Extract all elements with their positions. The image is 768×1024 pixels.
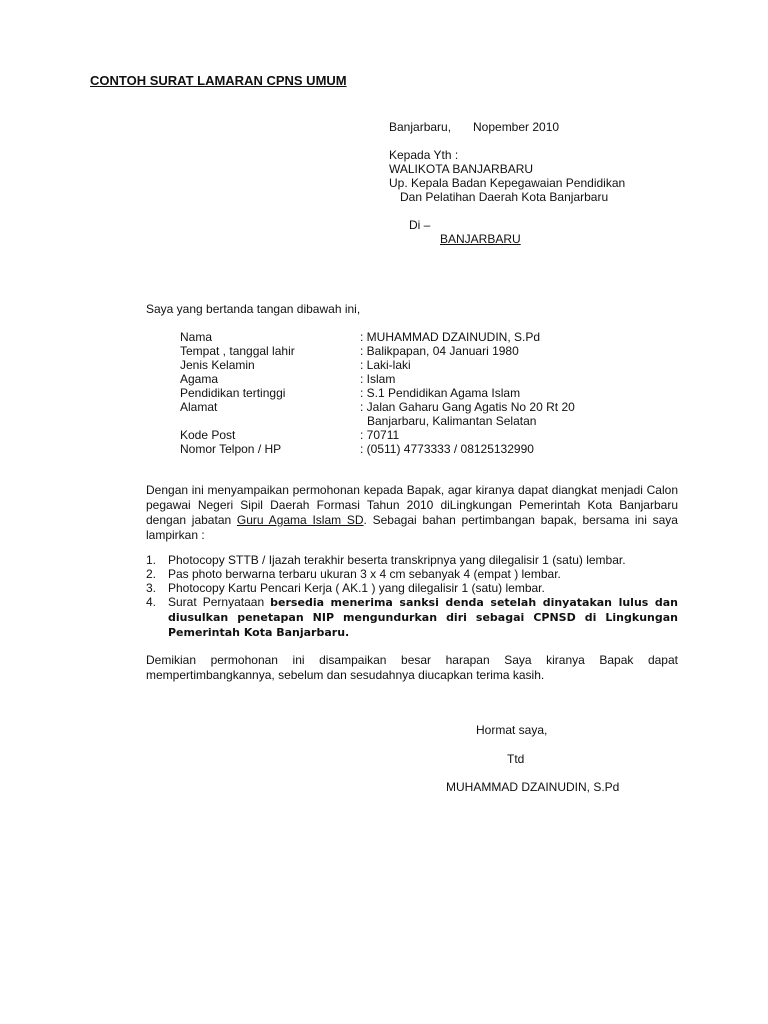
- field-label-nama: Nama: [180, 330, 213, 344]
- body-text-1: Dengan ini menyampaikan permohonan kepada Bapak, agar kiranya dapat diangkat menjadi Calon pegawai Negeri Sipil Daerah Formasi Tahun 2010 diLingkungan Pemerintah Kota Banjarbaru dengan jabatan: [146, 483, 678, 527]
- recipient-line1: WALIKOTA BANJARBARU: [389, 162, 534, 176]
- field-value-ttl: : Balikpapan, 04 Januari 1980: [360, 344, 519, 358]
- recipient-line2: Up. Kepala Badan Kepegawaian Pendidikan: [389, 176, 626, 190]
- field-value-kodepos: : 70711: [360, 428, 400, 442]
- closing-paragraph: Demikian permohonan ini disampaikan besar harapan Saya kiranya Bapak dapat mempertimbangkannya, sebelum dan sesudahnya diucapkan terima kasih.: [146, 653, 678, 682]
- position-title: Guru Agama Islam SD: [236, 513, 364, 527]
- body-paragraph: [146, 483, 678, 543]
- signoff: Hormat saya,: [476, 723, 548, 737]
- attachment-number: 2.: [146, 567, 157, 581]
- field-value-alamat: : Jalan Gaharu Gang Agatis No 20 Rt 20: [360, 400, 575, 414]
- letter-date: Nopember 2010: [473, 120, 560, 134]
- attachment-number: 3.: [146, 581, 157, 595]
- field-label-ttl: Tempat , tanggal lahir: [180, 344, 295, 358]
- field-value-telpon: : (0511) 4773333 / 08125132990: [360, 442, 534, 456]
- attachment-number: 1.: [146, 553, 157, 567]
- recipient-di: Di –: [409, 218, 431, 232]
- field-label-telpon: Nomor Telpon / HP: [180, 442, 282, 456]
- recipient-line3: Dan Pelatihan Daerah Kota Banjarbaru: [400, 190, 609, 204]
- attachment-lead: Surat Pernyataan: [168, 595, 271, 609]
- attachment-text: Photocopy Kartu Pencari Kerja ( AK.1 ) yang dilegalisir 1 (satu) lembar.: [168, 581, 545, 595]
- letter-place: Banjarbaru,: [389, 120, 452, 134]
- document-title: CONTOH SURAT LAMARAN CPNS UMUM: [90, 73, 347, 88]
- field-label-alamat: Alamat: [180, 400, 218, 414]
- field-label-pendidikan: Pendidikan tertinggi: [180, 386, 286, 400]
- field-value-nama: : MUHAMMAD DZAINUDIN, S.Pd: [360, 330, 541, 344]
- body-text-2: . Sebagai bahan pertimbangan bapak, bersama ini saya lampirkan :: [146, 513, 678, 542]
- attachment-text: Pas photo berwarna terbaru ukuran 3 x 4 cm sebanyak 4 (empat ) lembar.: [168, 567, 561, 581]
- recipient-greeting: Kepada Yth :: [389, 148, 459, 162]
- field-value-gender: : Laki-laki: [360, 358, 411, 372]
- attachment-bold: bersedia menerima sanksi denda setelah dinyatakan lulus dan diusulkan penetapan NIP mengundurkan diri sebagai CPNSD di Lingkungan Pemerintah Kota Banjarbaru.: [168, 596, 678, 639]
- signer-name: MUHAMMAD DZAINUDIN, S.Pd: [446, 780, 620, 794]
- field-value-alamat-2: Banjarbaru, Kalimantan Selatan: [367, 414, 537, 428]
- ttd: Ttd: [507, 752, 525, 766]
- field-label-gender: Jenis Kelamin: [180, 358, 255, 372]
- field-label-agama: Agama: [180, 372, 219, 386]
- field-label-kodepos: Kode Post: [180, 428, 236, 442]
- attachment-number: 4.: [146, 595, 157, 609]
- field-value-pendidikan: : S.1 Pendidikan Agama Islam: [360, 386, 521, 400]
- attachment-text-4: [168, 595, 678, 640]
- field-value-agama: : Islam: [360, 372, 396, 386]
- recipient-city: BANJARBARU: [440, 232, 521, 246]
- attachment-text: Photocopy STTB / Ijazah terakhir beserta transkripnya yang dilegalisir 1 (satu) lembar.: [168, 553, 626, 567]
- intro-text: Saya yang bertanda tangan dibawah ini,: [146, 302, 361, 316]
